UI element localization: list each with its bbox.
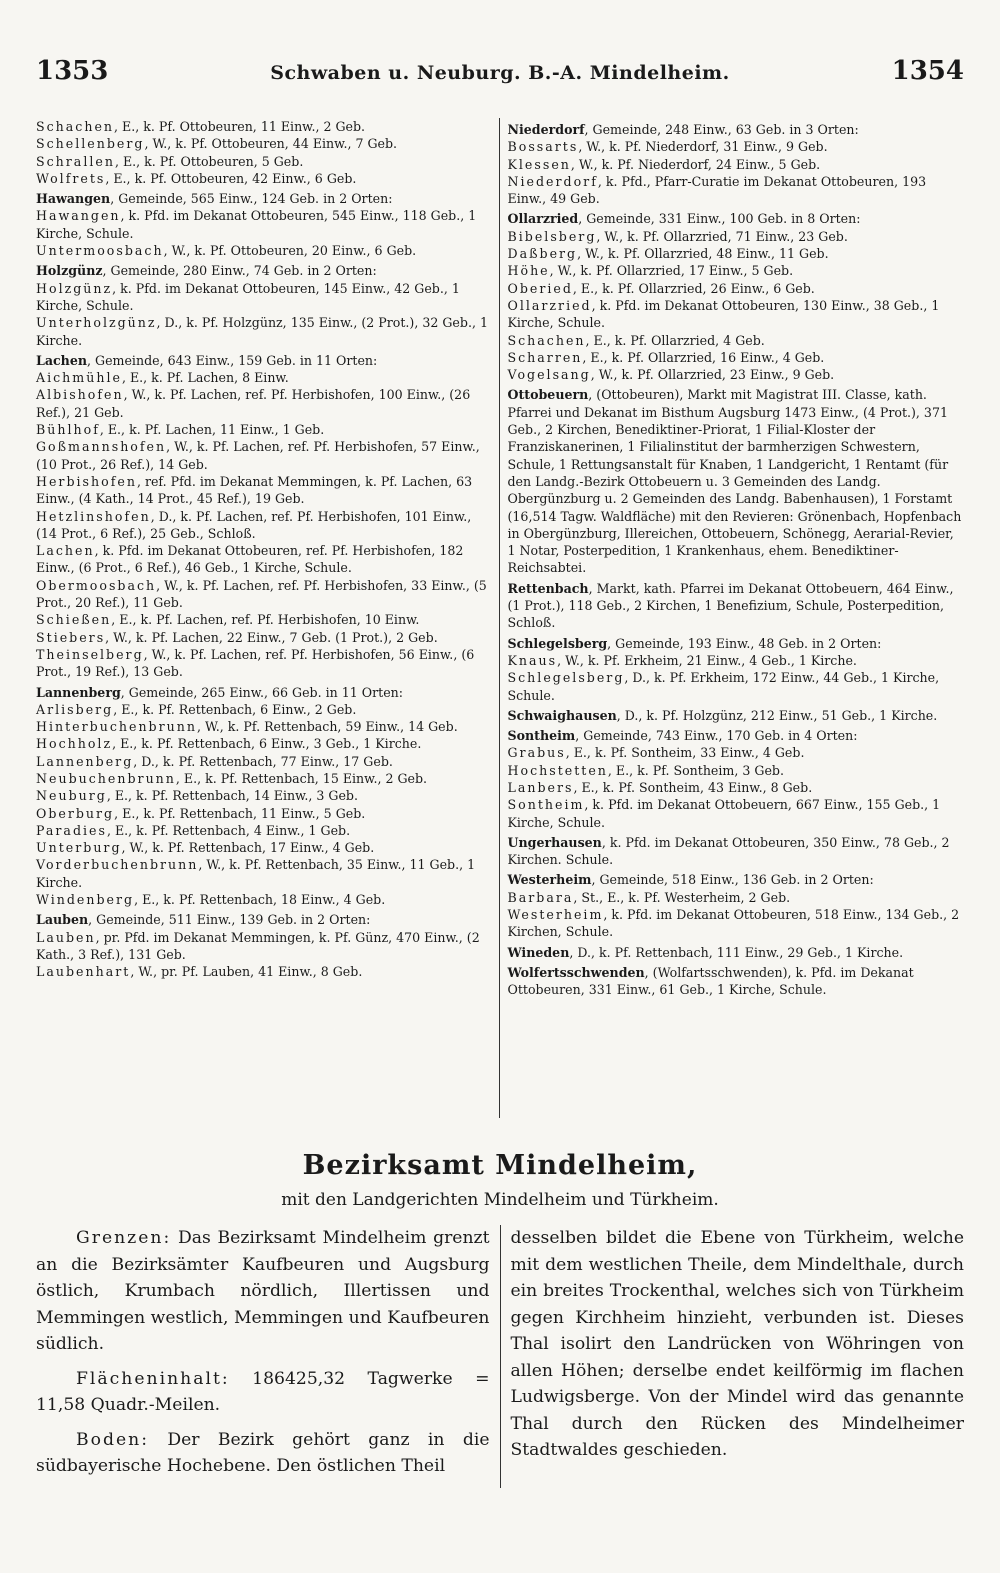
paragraph-label: Boden: [76,1429,150,1450]
section-subtitle: mit den Landgerichten Mindelheim und Türkheim. [281,1190,719,1210]
municipality-entry: Niederdorf, Gemeinde, 248 Einw., 63 Geb. in 3 Orten: [507,122,859,137]
place-entry: Daßberg, W., k. Pf. Ollarzried, 48 Einw., 11 Geb. [507,246,829,262]
description-paragraph [36,1225,490,1358]
place-entry: Arlisberg, E., k. Pf. Rettenbach, 6 Einw., 2 Geb. [36,701,357,717]
place-entry: Aichmühle, E., k. Pf. Lachen, 8 Einw. [36,370,289,386]
place-entry: Lachen, k. Pfd. im Dekanat Ottobeuren, ref. Pf. Herbishofen, 182 Einw., (6 Prot., 6 Ref.), 46 Geb., 1 Kirche, Schule. [36,543,464,576]
place-entry: Vorderbuchenbrunn, W., k. Pf. Rettenbach, 35 Einw., 11 Geb., 1 Kirche. [36,857,476,890]
left-column [36,118,499,1118]
place-entry: Scharren, E., k. Pf. Ollarzried, 16 Einw., 4 Geb. [507,349,825,365]
right-page-number: 1354 [891,56,964,86]
place-entry: Bühlhof, E., k. Pf. Lachen, 11 Einw., 1 Geb. [36,422,325,438]
place-entry: Oberburg, E., k. Pf. Rettenbach, 11 Einw., 5 Geb. [36,805,366,821]
place-entry: Hochholz, E., k. Pf. Rettenbach, 6 Einw., 3 Geb., 1 Kirche. [36,736,422,752]
place-entry: Holzgünz, k. Pfd. im Dekanat Ottobeuren, 145 Einw., 42 Geb., 1 Kirche, Schule. [36,280,460,313]
place-entry: Lanbers, E., k. Pf. Sontheim, 43 Einw., 8 Geb. [507,779,813,795]
place-entry: Klessen, W., k. Pf. Niederdorf, 24 Einw., 5 Geb. [507,156,821,172]
place-entry: Knaus, W., k. Pf. Erkheim, 21 Einw., 4 Geb., 1 Kirche. [507,652,857,668]
place-entry: Unterburg, W., k. Pf. Rettenbach, 17 Einw., 4 Geb. [36,840,375,856]
place-entry: Schlegelsberg, D., k. Pf. Erkheim, 172 Einw., 44 Geb., 1 Kirche, Schule. [507,670,940,703]
municipality-entry: Wineden, D., k. Pf. Rettenbach, 111 Einw., 29 Geb., 1 Kirche. [507,944,904,960]
place-entry: Theinselberg, W., k. Pf. Lachen, ref. Pf. Herbishofen, 56 Einw., (6 Prot., 19 Ref.), 13 Geb. [36,646,475,680]
municipality-entry: Westerheim, Gemeinde, 518 Einw., 136 Geb. in 2 Orten: [507,872,874,888]
paragraph-text: desselben bildet die Ebene von Türkheim, welche mit dem westlichen Theile, dem Mindelthale, durch ein breites Trockenthal, welches sich von Türkheim gegen Kirchheim hinzieht, verbunden ist. Dieses Thal isolirt den Landrücken von Wöhringen von allen Höhen; derselbe endet keilförmig im flachen Ludwigsberge. Von der Mindel wird das genannte Thal durch den Rücken des Mindelheimer Stadtwaldes geschieden. [510,1228,964,1460]
section-title: Bezirksamt Mindelheim, [302,1150,698,1181]
municipality-entry: Schlegelsberg, Gemeinde, 193 Einw., 48 Geb. in 2 Orten: [507,635,882,651]
place-entry: Höhe, W., k. Pf. Ollarzried, 17 Einw., 5 Geb. [507,263,794,279]
place-entry: Albishofen, W., k. Pf. Lachen, ref. Pf. Herbishofen, 100 Einw., (26 Ref.), 21 Geb. [36,387,471,420]
place-entry: Goßmannshofen, W., k. Pf. Lachen, ref. Pf. Herbishofen, 57 Einw., (10 Prot., 26 Ref.), 14 Geb. [36,439,480,472]
place-entry: Hinterbuchenbrunn, W., k. Pf. Rettenbach, 59 Einw., 14 Geb. [36,719,458,735]
paragraph-text: Der Bezirk gehört ganz in die südbayerische Hochebene. Den östlichen Theil [36,1429,490,1476]
place-entry: Grabus, E., k. Pf. Sontheim, 33 Einw., 4 Geb. [507,745,805,761]
place-entry: Hetzlinshofen, D., k. Pf. Lachen, ref. Pf. Herbishofen, 101 Einw., (14 Prot., 6 Ref.), 25 Geb., Schloß. [36,508,472,541]
place-entry: Herbishofen, ref. Pfd. im Dekanat Memmingen, k. Pf. Lachen, 63 Einw., (4 Kath., 14 Prot., 45 Ref.), 19 Geb. [36,473,473,507]
municipality-entry: Wolfertsschwenden, (Wolfartsschwenden), k. Pfd. im Dekanat Ottobeuren, 331 Einw., 61 Geb., 1 Kirche, Schule. [507,964,914,998]
place-entry: Lannenberg, D., k. Pf. Rettenbach, 77 Einw., 17 Geb. [36,753,393,769]
place-entry: Schrallen, E., k. Pf. Ottobeuren, 5 Geb. [36,153,304,169]
municipality-entry: Lauben, Gemeinde, 511 Einw., 139 Geb. in 2 Orten: [36,912,371,928]
place-entry: Schachen, E., k. Pf. Ollarzried, 4 Geb. [507,332,765,348]
place-entry: Sontheim, k. Pfd. im Dekanat Ottobeuern, 667 Einw., 155 Geb., 1 Kirche, Schule. [507,797,941,830]
description-paragraph [36,1366,490,1419]
description-paragraph [511,1225,965,1464]
paragraph-text: Das Bezirksamt Mindelheim grenzt an die Bezirksämter Kaufbeuren und Augsburg östlich, Krumbach nördlich, Illertissen und Memmingen westlich, Memmingen und Kaufbeuren südlich. [36,1228,490,1354]
municipality-entry: Sontheim, Gemeinde, 743 Einw., 170 Geb. in 4 Orten: [507,728,858,744]
place-entry: Ollarzried, k. Pfd. im Dekanat Ottobeuren, 130 Einw., 38 Geb., 1 Kirche, Schule. [507,297,940,331]
right-column [499,118,965,1118]
place-entry: Schachen, E., k. Pf. Ottobeuren, 11 Einw., 2 Geb. [36,119,366,134]
place-entry: Lauben, pr. Pfd. im Dekanat Memmingen, k. Pf. Günz, 470 Einw., (2 Kath., 3 Ref.), 131 Geb. [36,929,480,962]
place-entry: Paradies, E., k. Pf. Rettenbach, 4 Einw., 1 Geb. [36,822,351,838]
place-entry: Bossarts, W., k. Pf. Niederdorf, 31 Einw., 9 Geb. [507,139,828,155]
place-entry: Neuburg, E., k. Pf. Rettenbach, 14 Einw., 3 Geb. [36,788,358,804]
page-header [36,56,964,96]
municipality-entry: Ungerhausen, k. Pfd. im Dekanat Ottobeuren, 350 Einw., 78 Geb., 2 Kirchen. Schule. [507,834,950,868]
description-left-column [36,1225,500,1488]
gazetteer-columns [36,118,964,1118]
place-entry: Schießen, E., k. Pf. Lachen, ref. Pf. Herbishofen, 10 Einw. [36,612,420,628]
place-entry: Laubenhart, W., pr. Pf. Lauben, 41 Einw., 8 Geb. [36,964,363,980]
municipality-entry: Lannenberg, Gemeinde, 265 Einw., 66 Geb. in 11 Orten: [36,684,403,700]
left-page-number: 1353 [36,56,109,86]
municipality-entry: Holzgünz, Gemeinde, 280 Einw., 74 Geb. in 2 Orten: [36,263,377,279]
municipality-entry: Hawangen, Gemeinde, 565 Einw., 124 Geb. in 2 Orten: [36,191,393,207]
place-entry: Obermoosbach, W., k. Pf. Lachen, ref. Pf. Herbishofen, 33 Einw., (5 Prot., 20 Ref.), 11 Geb. [36,577,487,611]
place-entry: Hawangen, k. Pfd. im Dekanat Ottobeuren, 545 Einw., 118 Geb., 1 Kirche, Schule. [36,208,477,241]
municipality-entry: Lachen, Gemeinde, 643 Einw., 159 Geb. in 11 Orten: [36,352,378,368]
place-entry: Stiebers, W., k. Pf. Lachen, 22 Einw., 7 Geb. (1 Prot.), 2 Geb. [36,629,438,645]
place-entry: Niederdorf, k. Pfd., Pfarr-Curatie im Dekanat Ottobeuren, 193 Einw., 49 Geb. [507,173,927,207]
description-columns [36,1225,964,1488]
place-entry: Bibelsberg, W., k. Pf. Ollarzried, 71 Einw., 23 Geb. [507,228,848,244]
municipality-entry: Schwaighausen, D., k. Pf. Holzgünz, 212 Einw., 51 Geb., 1 Kirche. [507,707,938,723]
description-right-column [500,1225,965,1488]
place-entry: Windenberg, E., k. Pf. Rettenbach, 18 Einw., 4 Geb. [36,892,386,908]
running-title: Schwaben u. Neuburg. B.-A. Mindelheim. [270,62,730,84]
place-entry: Neubuchenbrunn, E., k. Pf. Rettenbach, 15 Einw., 2 Geb. [36,770,428,786]
paragraph-label: Grenzen: [76,1228,172,1248]
place-entry: Westerheim, k. Pfd. im Dekanat Ottobeuren, 518 Einw., 134 Geb., 2 Kirchen, Schule. [507,907,960,940]
description-paragraph [36,1427,490,1480]
municipality-entry: Rettenbach, Markt, kath. Pfarrei im Dekanat Ottobeuern, 464 Einw., (1 Prot.), 118 Geb., 2 Kirchen, 1 Benefizium, Schule, Posterpedition, Schloß. [507,580,954,631]
place-entry: Unterholzgünz, D., k. Pf. Holzgünz, 135 Einw., (2 Prot.), 32 Geb., 1 Kirche. [36,315,488,348]
place-entry: Untermoosbach, W., k. Pf. Ottobeuren, 20 Einw., 6 Geb. [36,243,417,259]
paragraph-text: 186425,32 Tagwerke = 11,58 Quadr.-Meilen. [36,1368,490,1415]
place-entry: Oberied, E., k. Pf. Ollarzried, 26 Einw., 6 Geb. [507,280,815,296]
place-entry: Vogelsang, W., k. Pf. Ollarzried, 23 Einw., 9 Geb. [507,367,835,383]
place-entry: Schellenberg, W., k. Pf. Ottobeuren, 44 Einw., 7 Geb. [36,136,398,152]
municipality-entry: Ollarzried, Gemeinde, 331 Einw., 100 Geb. in 8 Orten: [507,211,861,227]
place-entry: Barbara, St., E., k. Pf. Westerheim, 2 Geb. [507,889,791,905]
municipality-entry: Ottobeuern, (Ottobeuren), Markt mit Magistrat III. Classe, kath. Pfarrei und Dekanat im Bisthum Augsburg 1473 Einw., (4 Prot.), 371 Geb., 2 Kirchen, Benediktiner-Priorat, 1 Filial-Kloster der Franziskanerinen, 1 Filialinstitut der barmherzigen Schwestern, Schule, 1 Rettungsanstalt für Knaben, 1 Landgericht, 1 Rentamt (für den Landg.-Bezirk Ottobeuern u. 3 Gemeinden des Landg. Obergünzburg u. 2 Gemeinden des Landg. Babenhausen), 1 Forstamt (16,514 Tagw. Waldfläche) mit den Revieren: Grönenbach, Hopfenbach in Obergünzburg, Illereichen, Ottobeuern, Schönegg, Aerarial-Revier, 1 Notar, Posterpedition, 1 Krankenhaus, ehem. Benediktiner-Reichsabtei. [507,387,962,576]
place-entry: Wolfrets, E., k. Pf. Ottobeuren, 42 Einw., 6 Geb. [36,170,357,186]
place-entry: Hochstetten, E., k. Pf. Sontheim, 3 Geb. [507,762,784,778]
paragraph-label: Flächeninhalt: [76,1368,230,1389]
